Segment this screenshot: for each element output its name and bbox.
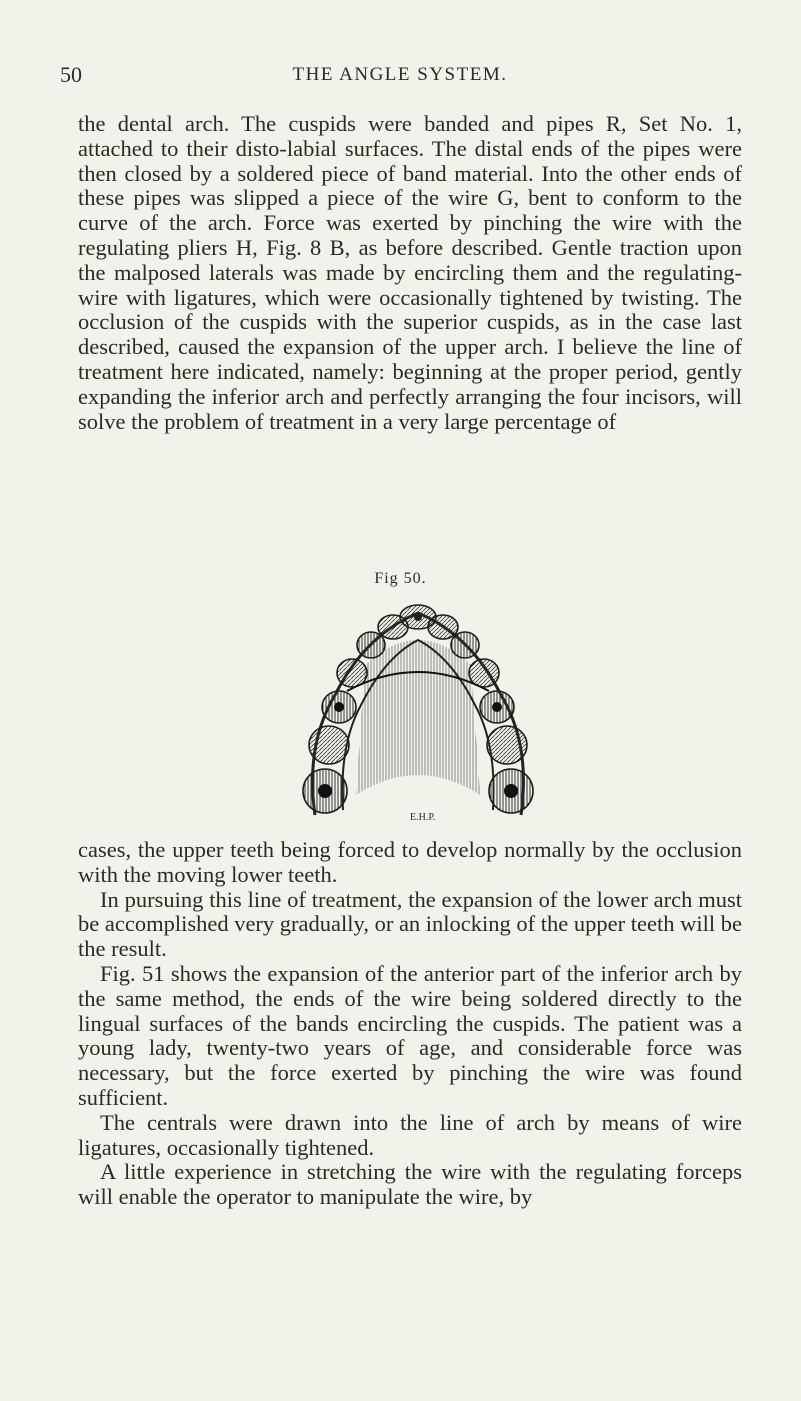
paragraph: Fig. 51 shows the expansion of the anterior part of the inferior arch by the same method, the ends of the wire being soldered directly to the lingual surfaces of the bands encircling the cuspids. The patient was a young lady, twenty-two years of age, and considerable force was necessary, but the force exerted by pinching the wire was found sufficient. [78, 960, 742, 1110]
paragraph: In pursuing this line of treatment, the expansion of the lower arch must be accomplished very gradually, or an inlocking of the upper teeth will be the result. [78, 886, 742, 962]
paragraph: cases, the upper teeth being forced to develop normally by the occlusion with the moving lower teeth. [78, 837, 742, 887]
page-number: 50 [60, 62, 82, 87]
body-text-bottom [78, 838, 742, 1210]
paragraph: The centrals were drawn into the line of arch by means of wire ligatures, occasionally tightened. [78, 1109, 742, 1160]
paragraph: A little experience in stretching the wire with the regulating forceps will enable the operator to manipulate the wire, by [78, 1159, 742, 1210]
artist-mark: E.H.P. [410, 812, 436, 823]
figure-caption: Fig 50. [374, 570, 427, 587]
paragraph: the dental arch. The cuspids were banded and pipes R, Set No. 1, attached to their disto-labial surfaces. The distal ends of the pipes were then closed by a soldered piece of band material. Into the other ends of these pipes was slipped a piece of the wire G, bent to conform to the curve of the arch. Force was exerted by pinching the wire with the regulating pliers H, Fig. 8 B, as before described. Gentle traction upon the malposed laterals was made by encircling them and the regulating-wire with ligatures, which were occasionally tightened by twisting. The occlusion of the cuspids with the superior cuspids, as in the case last described, caused the expansion of the upper arch. I believe the line of treatment here indicated, namely: beginning at the proper period, gently expanding the inferior arch and perfectly arranging the four incisors, will solve the problem of treatment in a very large percentage of [78, 111, 742, 434]
dental-arch-illustration-icon [295, 595, 541, 827]
running-title: THE ANGLE SYSTEM. [292, 64, 508, 85]
dental-arch-figure [295, 595, 541, 827]
running-head [60, 62, 740, 92]
body-text-top [78, 112, 742, 434]
